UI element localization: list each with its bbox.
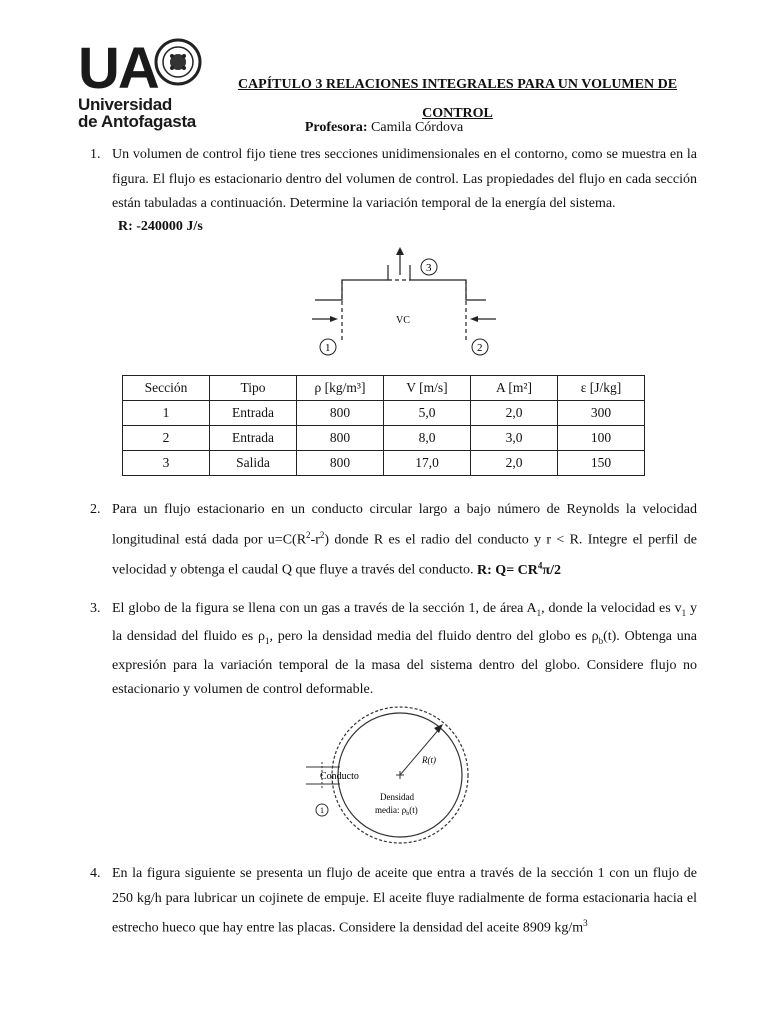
logo-line1: Universidad [78, 95, 173, 114]
table-cell: 2,0 [471, 401, 558, 426]
q1-number: 1. [90, 147, 101, 162]
table-cell: 100 [558, 426, 645, 451]
q1-answer: R: -240000 J/s [118, 219, 203, 234]
q4-number: 4. [90, 866, 101, 881]
table-header-row [123, 376, 645, 401]
q2-number: 2. [90, 502, 101, 517]
logo-line2: de Antofagasta [78, 112, 196, 131]
header-seccion: Sección [123, 376, 210, 401]
table-cell: Salida [210, 451, 297, 476]
title-line1: CAPÍTULO 3 RELACIONES INTEGRALES PARA UN VOLUMEN DE [237, 77, 678, 92]
q3-text-a: El globo de la figura se llena con un gas a través de la sección 1, de área A [112, 601, 537, 616]
table-cell: Entrada [210, 426, 297, 451]
table-row [123, 426, 645, 451]
q3-text-e: (t). Obtenga una expresión para la variación temporal de la masa del sistema dentro del globo. Considere flujo no estacionario y volumen de control deformable. [112, 629, 698, 698]
table-cell: 800 [297, 401, 384, 426]
table-row [123, 401, 645, 426]
table-cell: 1 [123, 401, 210, 426]
density-label-1: Densidad [380, 792, 414, 802]
vc-label: VC [396, 315, 410, 326]
professor-name: Camila Córdova [371, 120, 464, 135]
density-label-2 [375, 805, 418, 817]
q2-text-c: ) donde R es el radio del conducto y r < R. Integre el perfil de velocidad y obtenga el caudal Q que fluye a través del conducto. [112, 532, 697, 578]
q4-text-body: En la figura siguiente se presenta un flujo de aceite que entra a través de la sección 1 con un flujo de 250 kg/h para lubricar un cojinete de empuje. El aceite fluye radialmente de forma estacionaria hacia el estrecho hueco que hay entre las placas. Considere la densidad del aceite 8909 kg/m [112, 866, 697, 936]
header-v: V [m/s] [384, 376, 471, 401]
q3-text [112, 597, 697, 703]
table-cell: 5,0 [384, 401, 471, 426]
table-cell: 300 [558, 401, 645, 426]
header-tipo: Tipo [210, 376, 297, 401]
q3-sub-v: 1 [681, 607, 687, 618]
q3-sub-b: b [598, 636, 604, 647]
q2-sup-a: 2 [306, 529, 311, 540]
density-rho: media: ρ [375, 805, 407, 815]
header-a: A [m²] [471, 376, 558, 401]
q3-text-b: , donde la velocidad es v [541, 601, 682, 616]
q2-text [112, 498, 697, 583]
q2-sup-b: 2 [319, 529, 325, 540]
flow-properties-table [122, 375, 645, 476]
q3-sub-a: 1 [536, 607, 542, 618]
control-volume-diagram [300, 245, 500, 360]
table-cell: 3 [123, 451, 210, 476]
q3-number: 3. [90, 601, 101, 616]
seal-icon [154, 38, 202, 86]
title-line2: CONTROL [422, 106, 493, 121]
professor [0, 120, 768, 136]
q3-text-d: , pero la densidad media del fluido dentro del globo es ρ [269, 629, 599, 645]
table-cell: 8,0 [384, 426, 471, 451]
logo-ua: UA [78, 36, 158, 101]
q3-text-c: y la densidad del fluido es ρ [112, 601, 697, 645]
density-sub: b [406, 811, 410, 817]
balloon-section-label: 1 [320, 806, 324, 815]
table-cell: 2,0 [471, 451, 558, 476]
q2-answer [477, 559, 561, 578]
q2-answer-a: R: Q= CR [477, 562, 538, 578]
table-cell: 800 [297, 451, 384, 476]
table-cell: Entrada [210, 401, 297, 426]
q2-text-b: -r [310, 532, 320, 548]
table-row [123, 451, 645, 476]
table-cell: 3,0 [471, 426, 558, 451]
section3-label: 3 [426, 262, 432, 274]
q3-sub-rho: 1 [265, 636, 270, 647]
radius-label: R(t) [422, 755, 436, 765]
q2-text-a: Para un flujo estacionario en un conducto circular largo a bajo número de Reynolds la velocidad longitudinal está dada por u=C(R [112, 502, 697, 548]
q4-sup: 3 [583, 918, 588, 929]
header-rho: ρ [kg/m³] [297, 376, 384, 401]
duct-label: Conducto [320, 771, 359, 782]
table-cell: 17,0 [384, 451, 471, 476]
table-cell: 800 [297, 426, 384, 451]
q1-text: Un volumen de control fijo tiene tres secciones unidimensionales en el contorno, como se muestra en la figura. El flujo es estacionario dentro del volumen de control. Las propiedades del flujo en cada sección están tabuladas a continuación. Determine la variación temporal de la energía del sistema. [112, 147, 697, 212]
professor-label: Profesora: [304, 120, 368, 135]
q2-answer-sup: 4 [537, 559, 543, 570]
q4-text [112, 862, 697, 941]
table-cell: 2 [123, 426, 210, 451]
section1-label: 1 [325, 342, 331, 354]
balloon-diagram [300, 700, 470, 850]
section2-label: 2 [477, 342, 483, 354]
table-cell: 150 [558, 451, 645, 476]
density-tail: (t) [409, 805, 418, 815]
university-logo [78, 36, 203, 131]
header-epsilon: ε [J/kg] [558, 376, 645, 401]
q2-answer-b: π/2 [542, 562, 561, 578]
